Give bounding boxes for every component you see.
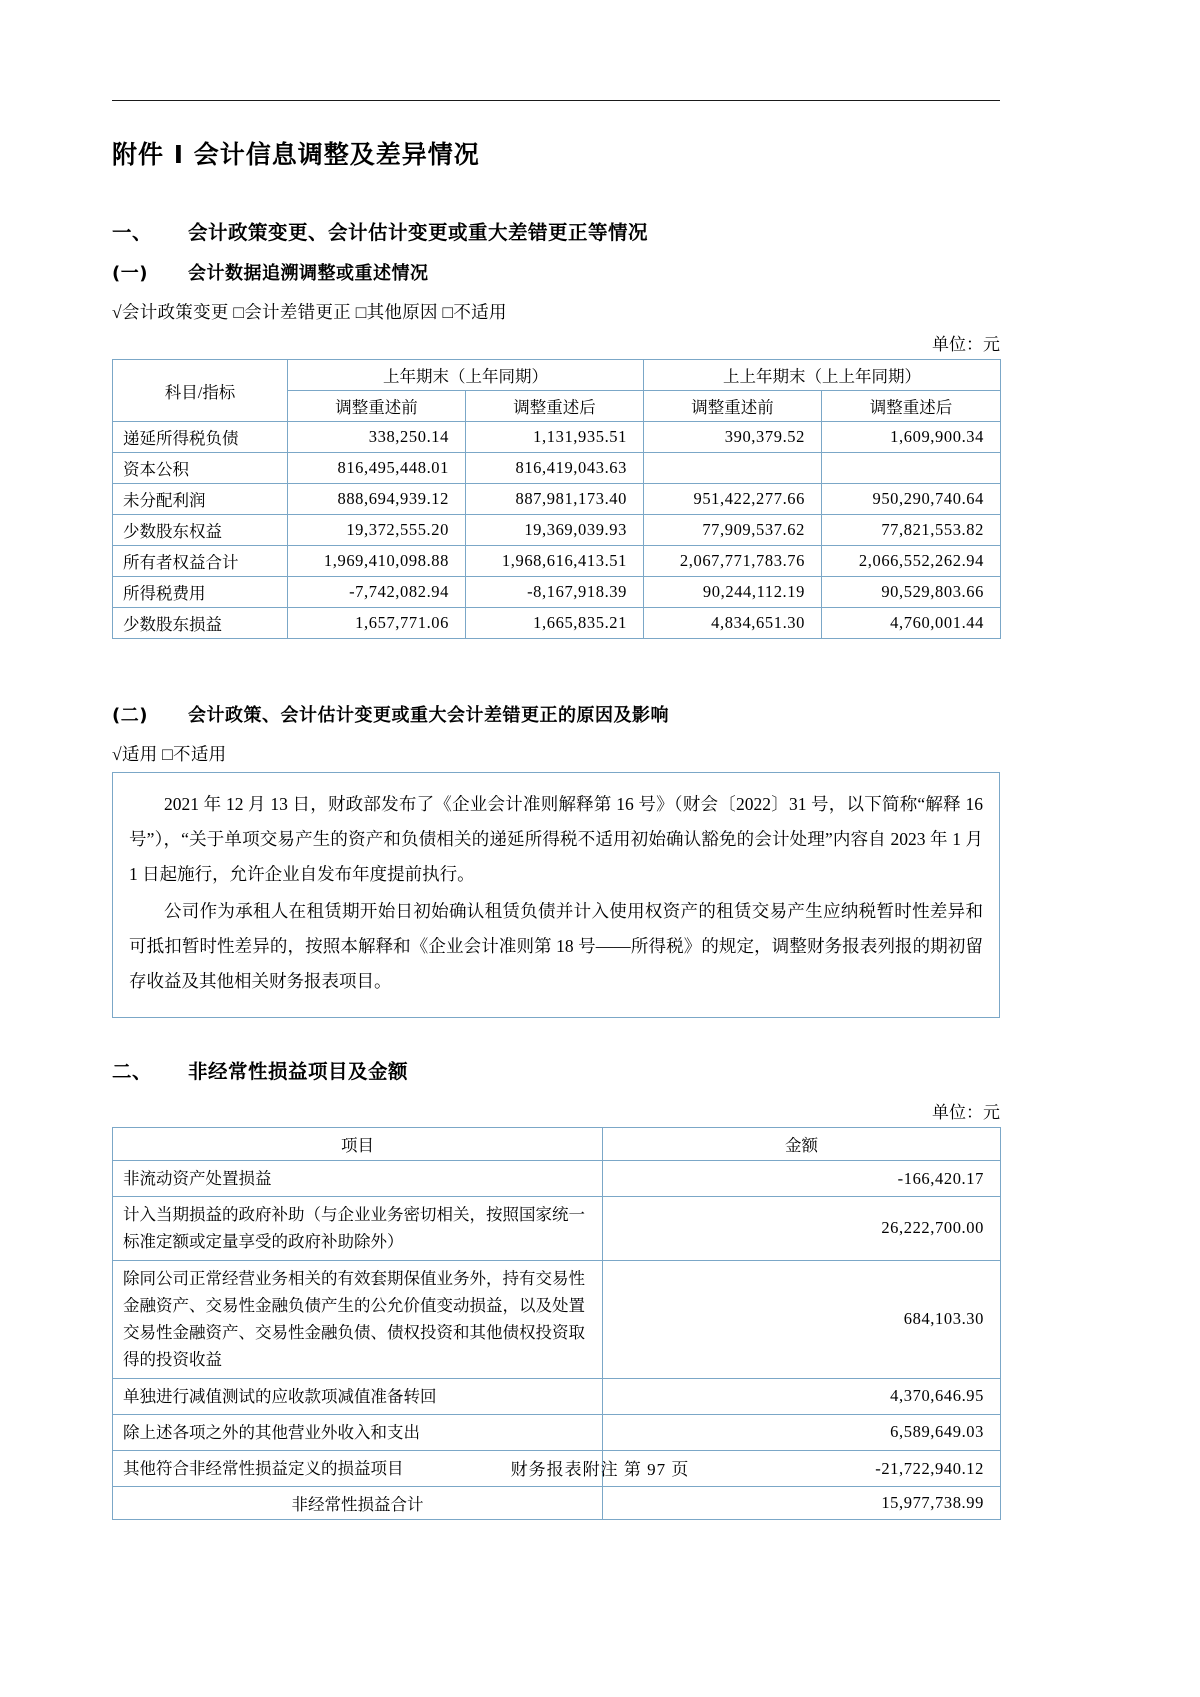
- subsection-two-title: 会计政策、会计估计变更或重大会计差错更正的原因及影响: [188, 705, 669, 726]
- table-header-row-1: [113, 360, 1001, 391]
- row-value: 90,244,112.19: [644, 577, 822, 608]
- table-header-row: [113, 1128, 1001, 1161]
- page-title: 附件 I 会计信息调整及差异情况: [112, 140, 480, 169]
- table-row: [113, 453, 1001, 484]
- column-header-before-2: 调整重述前: [644, 391, 822, 422]
- column-header-item: 科目/指标: [113, 360, 288, 422]
- row-item: 其他符合非经常性损益定义的损益项目: [113, 1450, 603, 1486]
- subsection-two-heading: [112, 701, 1000, 727]
- subsection-two-options: √适用 □不适用: [112, 744, 227, 764]
- row-value: -7,742,082.94: [288, 577, 466, 608]
- spacer: [112, 1018, 1000, 1056]
- row-value: 951,422,277.66: [644, 484, 822, 515]
- page-content: [112, 100, 1000, 1520]
- row-value: 4,834,651.30: [644, 608, 822, 639]
- subsection-one-options: √会计政策变更 □会计差错更正 □其他原因 □不适用: [112, 302, 507, 322]
- row-value: 19,372,555.20: [288, 515, 466, 546]
- row-label: 递延所得税负债: [113, 422, 288, 453]
- row-label: 所得税费用: [113, 577, 288, 608]
- column-group-prior-year: 上上年期末（上上年同期）: [644, 360, 1001, 391]
- row-value: 1,131,935.51: [466, 422, 644, 453]
- column-header-amount: 金额: [603, 1128, 1001, 1161]
- table-row: [113, 1197, 1001, 1260]
- row-value: 1,657,771.06: [288, 608, 466, 639]
- table-row: [113, 515, 1001, 546]
- row-value: 816,419,043.63: [466, 453, 644, 484]
- row-value: 887,981,173.40: [466, 484, 644, 515]
- row-value: 19,369,039.93: [466, 515, 644, 546]
- row-amount: 26,222,700.00: [603, 1197, 1001, 1260]
- row-item: 除上述各项之外的其他营业外收入和支出: [113, 1414, 603, 1450]
- column-header-before-1: 调整重述前: [288, 391, 466, 422]
- row-item: 除同公司正常经营业务相关的有效套期保值业务外，持有交易性金融资产、交易性金融负债产生的公允价值变动损益，以及处置交易性金融资产、交易性金融负债、债权投资和其他债权投资取得的投资收益: [113, 1260, 603, 1378]
- row-value: 1,665,835.21: [466, 608, 644, 639]
- page-footer: 财务报表附注 第 97 页: [510, 1460, 690, 1479]
- row-value: 1,609,900.34: [822, 422, 1001, 453]
- row-value: 2,067,771,783.76: [644, 546, 822, 577]
- row-label: 少数股东损益: [113, 608, 288, 639]
- row-value: 816,495,448.01: [288, 453, 466, 484]
- table-row: [113, 1378, 1001, 1414]
- row-amount: 684,103.30: [603, 1260, 1001, 1378]
- narrative-paragraph-1: 2021 年 12 月 13 日，财政部发布了《企业会计准则解释第 16 号》（财会〔2022〕31 号，以下简称“解释 16 号”），“关于单项交易产生的资产和负债相关的递延所得税不适用初始确认豁免的会计处理”内容自 2023 年 1 月 1 日起施行，允许企业自发布年度提前执行。: [129, 794, 983, 884]
- row-value: 888,694,939.12: [288, 484, 466, 515]
- row-label: 未分配利润: [113, 484, 288, 515]
- section-two-heading: [112, 1056, 1000, 1084]
- column-header-item: 项目: [113, 1128, 603, 1161]
- table-total-row: [113, 1487, 1001, 1520]
- row-value: [644, 453, 822, 484]
- subsection-two-number: (二): [112, 705, 148, 726]
- row-value: 1,968,616,413.51: [466, 546, 644, 577]
- table-row: [113, 577, 1001, 608]
- subsection-one-title: 会计数据追溯调整或重述情况: [188, 263, 429, 284]
- row-value: 90,529,803.66: [822, 577, 1001, 608]
- spacer: [112, 639, 1000, 701]
- table-one-unit: 单位：元: [932, 335, 1000, 354]
- subsection-one-heading: [112, 259, 1000, 285]
- narrative-paragraph-2: 公司作为承租人在租赁期开始日初始确认租赁负债并计入使用权资产的租赁交易产生应纳税暂时性差异和可抵扣暂时性差异的，按照本解释和《企业会计准则第 18 号——所得税》的规定，调整财务报表列报的期初留存收益及其他相关财务报表项目。: [129, 901, 983, 991]
- row-amount: -21,722,940.12: [603, 1450, 1001, 1486]
- section-two-number: 二、: [112, 1060, 153, 1083]
- total-amount: 15,977,738.99: [603, 1487, 1001, 1520]
- row-item: 非流动资产处置损益: [113, 1161, 603, 1197]
- table-two-unit: 单位：元: [932, 1103, 1000, 1122]
- row-amount: -166,420.17: [603, 1161, 1001, 1197]
- row-amount: 4,370,646.95: [603, 1378, 1001, 1414]
- row-amount: 6,589,649.03: [603, 1414, 1001, 1450]
- table-row: [113, 1414, 1001, 1450]
- column-group-last-year: 上年期末（上年同期）: [288, 360, 644, 391]
- section-one-number: 一、: [112, 221, 153, 244]
- subsection-one-number: (一): [112, 263, 148, 284]
- table-row: [113, 422, 1001, 453]
- row-value: 77,821,553.82: [822, 515, 1001, 546]
- row-value: 1,969,410,098.88: [288, 546, 466, 577]
- row-label: 少数股东权益: [113, 515, 288, 546]
- row-value: [822, 453, 1001, 484]
- row-value: 338,250.14: [288, 422, 466, 453]
- section-one-heading: [112, 217, 1000, 245]
- accounting-adjustment-table: [112, 359, 1001, 639]
- total-label: 非经常性损益合计: [113, 1487, 603, 1520]
- table-row: [113, 1260, 1001, 1378]
- row-label: 所有者权益合计: [113, 546, 288, 577]
- row-item: 单独进行减值测试的应收款项减值准备转回: [113, 1378, 603, 1414]
- row-value: -8,167,918.39: [466, 577, 644, 608]
- column-header-after-2: 调整重述后: [822, 391, 1001, 422]
- table-row: [113, 546, 1001, 577]
- header-rule: [112, 100, 1000, 101]
- section-one-title: 会计政策变更、会计估计变更或重大差错更正等情况: [188, 221, 649, 244]
- row-label: 资本公积: [113, 453, 288, 484]
- narrative-box: [112, 772, 1000, 1018]
- section-two-title: 非经常性损益项目及金额: [188, 1060, 409, 1083]
- table-row: [113, 484, 1001, 515]
- table-row: [113, 608, 1001, 639]
- row-value: 2,066,552,262.94: [822, 546, 1001, 577]
- row-value: 950,290,740.64: [822, 484, 1001, 515]
- row-value: 77,909,537.62: [644, 515, 822, 546]
- table-row: [113, 1161, 1001, 1197]
- row-item: 计入当期损益的政府补助（与企业业务密切相关，按照国家统一标准定额或定量享受的政府补助除外）: [113, 1197, 603, 1260]
- column-header-after-1: 调整重述后: [466, 391, 644, 422]
- row-value: 390,379.52: [644, 422, 822, 453]
- row-value: 4,760,001.44: [822, 608, 1001, 639]
